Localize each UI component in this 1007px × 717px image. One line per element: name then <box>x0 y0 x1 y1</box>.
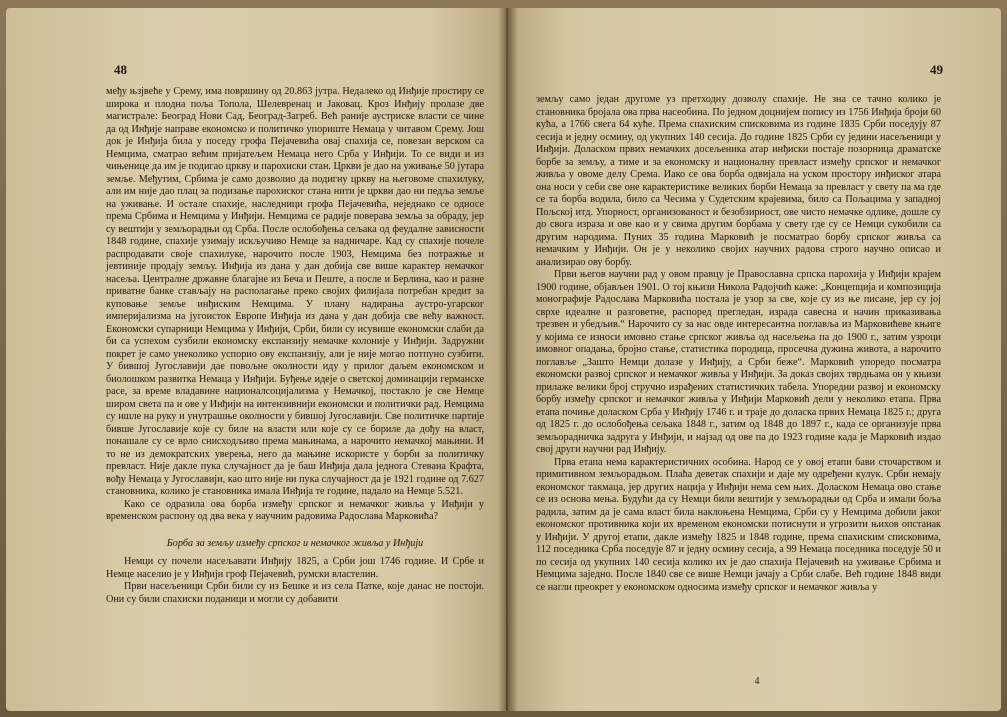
book-gutter <box>498 8 518 711</box>
right-page-body <box>536 94 941 594</box>
page-number: 49 <box>930 62 943 77</box>
section-title: Борба за земљу између српског и немачког живља у Инђији <box>166 537 424 549</box>
left-page-body <box>106 86 484 606</box>
paragraph: Први његов научни рад у овом правцу је Православна српска парохија у Инђији крајем 1900 године, објављен 1901. О тој књизи Никола Радојчић каже: „Концепција и композиција монографије Радослава Марковића постала је узор за све, које су из ње писане, јер су јој сврхе идеалне и разговетне, распоред прегледан, израда савесна и начин приказивања трезвен и убедљив.“ Нарочито су за нас овде интересантна поглавља из Марковићеве књиге у којима се износи имовно стање српског живља од насељења па до 1900 г., затим узроци имовног опадања, бројно стање, статистика породица, просечна дужина живота, а нарочито поглавље „Зашто Немци долазе у Инђију, а Срби беже“. Марковић упоредо посматра економски развој српског и немачког живља у Инђији. За доказ својих тврдњама он у књизи прилаже велики број стручно израђених статистичких табела. Упоредни развој и економску борбу између српског и немачког живља у Инђији Марковић дели у неколико етапа. Прва етапа почиње доласком Срба у Инђију 1746 г. и траје до доласка првих Немаца 1825 г.; друга од 1825 г. до ослобођења сељака 1848 г., затим од 1848 до 1897 г., када се организује прва земљорадничка задруга у Инђији, и најзад од ове па до 1923 године када је Марковић издао свој други научни рад Инђију. <box>536 269 941 455</box>
signature-mark: 4 <box>754 676 760 687</box>
paragraph: Први насељеници Срби били су из Бешке и из села Патке, које данас не постоји. Они су били спахиски поданици и могли су добавити <box>106 581 484 605</box>
paragraph: међу њзјвеће у Срему, има површину од 20.863 јутра. Недалеко од Инђије простиру се широка и плодна поља Топола, Шелевренац и Јаковац. Кроз Инђију пролазе две магистрале: Београд Нови Сад, Београд-Загреб. Већ раније аустриске власти се чине да од Инђије направе економско и политичко упориште Немаца у читавом Срему. Још док је Инђија била у поседу грофа Пејачевића овај спахија се, повезан верском са Немцима, сматрао већим пријатељем Немаца него Срба у Инђији. То се види и из чињенице да им је подигао цркву и парохиски стан. Цркви је дао на уживање 50 јутара земље. Међутим, Србима је само дозволио да подигну цркву на његовоме спахилуку, али им није дао плац за подизање парохиског стана нити је цркви дао ни педља земље на уживање. И остале спахије, наследници грофа Пејачевића, неједнако се односе према Србима и Немцима у Инђији. Немцима се радије поверава земља за обраду, јер су вештији у земљорадњи од Срба. После ослобођења сељака од феудалне зависности 1848 године, спахије узимају искључиво Немце за надничаре. Кад су спахије почеле распродавати своје спахилуке, нарочито после 1903, Немцима без потражње и јевтиније продају земљу. Инђија из дана у дан добија све више карактер немачког насеља. Централне државне благајне из Беча и Пеште, а после и Берлина, као и разне приватне банке стављају на располагање преко својих филијала потребан кредит за куповање земље инђиским Немцима. У плану надирања аустро-угарског империјализма на југоисток Европе Инђија из дана у дан добија све већу важност. Економски супарници Немцима у Инђији, Срби, били су исувише економски слаби да би са успехом сузбили економску експанзију немачке колоније у Инђији. Задружни покрет је само унеколико успорио ову експанзију, али је није могао потпуно сузбити. У бившој Југославији дае повољне околности иду у прилог даљем економском и биолошком развитка Немаца у Инђији. Буђење идеје о светској доминацији германске расе, за време владавине националсоцијализма у Немачкој, постакло је све Немце широм света па и ове у Инђији на интензивнији економски и политички рад. Немцима су ишле на руку и унутрашње околности у бившој Југославији. Све политичке партије бивше Југославије које су биле на власти или које су се бориле да дођу на власт, понашале су се врло снисходљиво према мањинама, а нарочито немачкој мањини. И то не из демократских уверења, него да мањине искористе у борби за политичку превласт. Није дакле пука случајност да је баш Инђија дала једнога Стевана Крафта, вођу Немаца у Југославији, као што није ни пука случајност да је 1921 године од 7.627 становника, колико је становника имала Инђија те године, падало на Немце 5.521. <box>106 86 484 497</box>
page-number: 48 <box>114 62 127 77</box>
left-page <box>6 8 506 711</box>
right-page <box>508 8 1001 711</box>
paragraph: Прва етапа нема карактеристичних особина. Народ се у овој етапи бави сточарством и примитивном земљорадњом. Плаћа деветак спахији и даје му одређени кулук. Срби немају економског такмаца, јер других нација у Инђији нема сем њих. Доласком Немаца ово стање се из основа мења. Будући да су Немци били вештији у земљорадњи од Срба и имали боља радила, затим да је сама власт била наклоњена Немцима, Срби су у Немцима добили јаког економског противника који их временом економски потиснути и угрозити њихов опстанак у Инђији. У другој етапи, дакле између 1825 и 1848 године, према спахиским списковима, 112 поседника Срба поседује 87 и једну осмину сесија, а 99 Немаца поседника поседује 50 и по сесија од укупних 140 сесија колико их је дао спахија Пејачевић на уживање Србима и Немцима заједно. После 1840 све се више Немци јачају а Срби слабе. Већ године 1848 види се нагли преокрет у економском односима између српског и немачког живља у <box>536 456 941 593</box>
paragraph: Немци су почели насељавати Инђију 1825, а Срби још 1746 године. И Србе и Немце населио је у Инђији гроф Пејачевић, румски властелин. <box>106 556 484 580</box>
paragraph: земљу само један другоме уз претходну дозволу спахије. Не зна се тачно колико је становника бројала ова прва насеобина. По једном доцнијем попису из 1756 Инђија броји 60 кућа, а 1766 свега 64 куће. Према спахиским списковима из године 1835 Срби поседују 87 сесија и једну осмину, од укупних 140 сесија. До године 1825 Срби су једини насељеници у Инђији. Доласком првих немачких досељеника атар инђиски постаје позорница драматске борбе за земљу, а тиме и за економску и националну превласт између српског и немачког живља у овоме делу Срема. Иако се ова борба одвијала на уском простору инђиског атара она носи у себи све оне карактеристике великих борби Немаца за превласт у свету па ма где се та борба водила, било са Чесима у Судетским крајевима, било са Пољацима у западној Пољској итд. Упорност, организованост и безобзирност, ове чисто немачке одлике, дошле су до свога израза и ове као и у свима другим борбама у свету где су се Немци сукобили са другим народима. Пуних 35 година Марковић је посматрао борбу српског живља са немачким у Инђији. Он је у неколико својих научних радова строго научно описао и анализирао ову борбу. <box>536 94 941 268</box>
paragraph: Како се одразила ова борба између српског и немачког живља у Инђији у временском распону од два века у научним радовима Радослава Марковића? <box>106 498 484 522</box>
